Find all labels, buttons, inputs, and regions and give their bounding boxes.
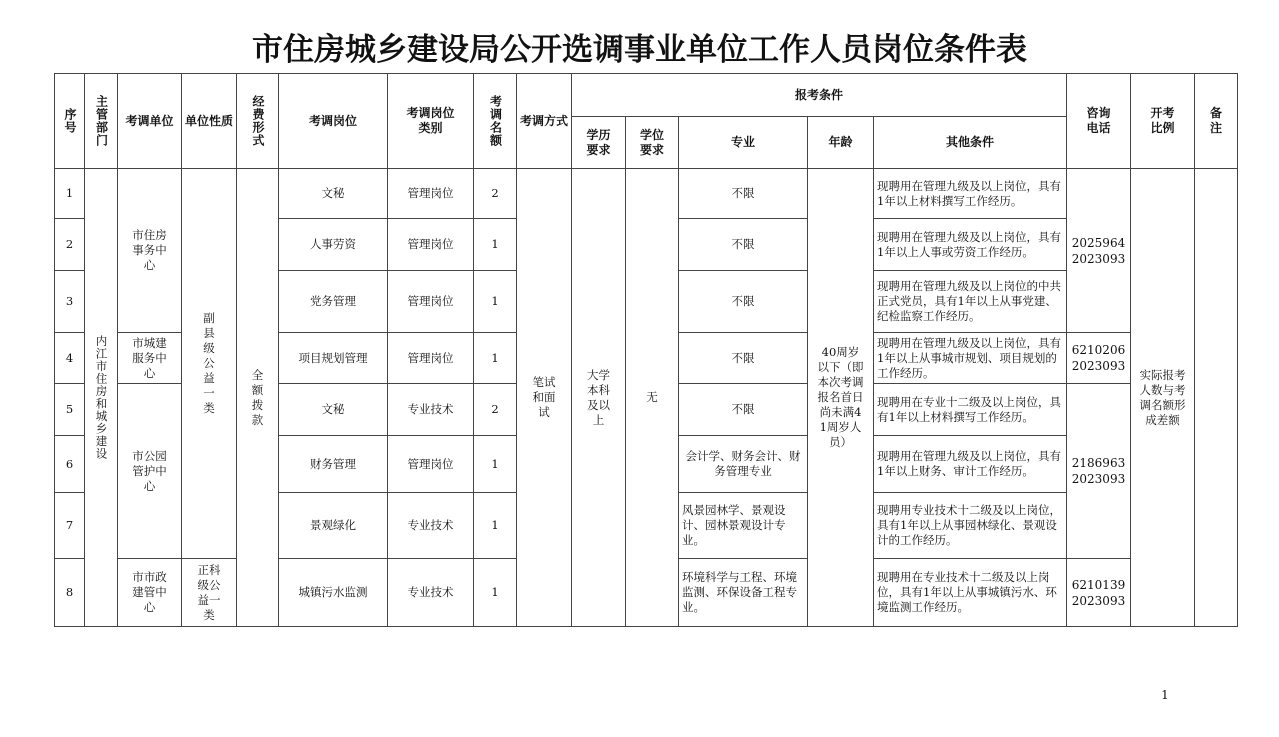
cell-seq: 4	[55, 333, 85, 384]
header-post: 考调岗位	[279, 74, 388, 169]
header-major: 专业	[679, 117, 808, 169]
cell-other: 现聘用在管理九级及以上岗位的中共正式党员，具有1年以上从事党建、纪检监察工作经历。	[874, 271, 1067, 333]
cell-post: 景观绿化	[279, 493, 388, 559]
cell-seq: 7	[55, 493, 85, 559]
cell-phone: 6210139 2023093	[1067, 559, 1131, 627]
cell-unit: 市城建服务中心	[118, 333, 182, 384]
cell-dept: 内江市住房和城乡建设	[85, 169, 118, 627]
position-conditions-table	[54, 73, 1238, 627]
cell-major: 不限	[679, 333, 808, 384]
cell-education: 大学本科及以上	[572, 169, 626, 627]
cell-other: 现聘用在专业十二级及以上岗位，具有1年以上材料撰写工作经历。	[874, 384, 1067, 436]
cell-post: 财务管理	[279, 436, 388, 493]
header-phone: 咨询电话	[1067, 74, 1131, 169]
cell-major: 环境科学与工程、环境监测、环保设备工程专业。	[679, 559, 808, 627]
cell-other: 现聘用在管理九级及以上岗位，具有1年以上人事或劳资工作经历。	[874, 219, 1067, 271]
cell-remark	[1195, 169, 1238, 627]
cell-post: 项目规划管理	[279, 333, 388, 384]
cell-major: 不限	[679, 271, 808, 333]
cell-post-type: 管理岗位	[388, 169, 474, 219]
cell-phone: 2025964 2023093	[1067, 169, 1131, 333]
cell-phone: 6210206 2023093	[1067, 333, 1131, 384]
cell-seq: 2	[55, 219, 85, 271]
cell-major: 风景园林学、景观设计、园林景观设计专业。	[679, 493, 808, 559]
cell-major: 不限	[679, 219, 808, 271]
header-education: 学历要求	[572, 117, 626, 169]
cell-quota: 1	[474, 493, 517, 559]
cell-post-type: 管理岗位	[388, 436, 474, 493]
cell-quota: 1	[474, 219, 517, 271]
cell-post: 党务管理	[279, 271, 388, 333]
cell-unit: 市市政建管中心	[118, 559, 182, 627]
cell-seq: 8	[55, 559, 85, 627]
header-row-1	[55, 74, 1238, 117]
header-degree: 学位要求	[626, 117, 679, 169]
cell-post-type: 专业技术	[388, 493, 474, 559]
header-method: 考调方式	[517, 74, 572, 169]
cell-post: 文秘	[279, 384, 388, 436]
header-funding: 经费形式	[237, 74, 279, 169]
cell-quota: 1	[474, 436, 517, 493]
cell-quota: 1	[474, 559, 517, 627]
cell-post-type: 管理岗位	[388, 219, 474, 271]
cell-post-type: 专业技术	[388, 384, 474, 436]
cell-age: 40周岁以下（即本次考调报名首日尚未满41周岁人员）	[808, 169, 874, 627]
header-other: 其他条件	[874, 117, 1067, 169]
cell-seq: 3	[55, 271, 85, 333]
cell-funding: 全额拨款	[237, 169, 279, 627]
header-post-type: 考调岗位类别	[388, 74, 474, 169]
cell-other: 现聘用在管理九级及以上岗位，具有1年以上财务、审计工作经历。	[874, 436, 1067, 493]
page-number: 1	[1161, 688, 1169, 702]
cell-nature: 正科级公益一类	[182, 559, 237, 627]
cell-post: 城镇污水监测	[279, 559, 388, 627]
cell-other: 现聘用在专业技术十二级及以上岗位，具有1年以上从事城镇污水、环境监测工作经历。	[874, 559, 1067, 627]
cell-quota: 1	[474, 333, 517, 384]
cell-major: 不限	[679, 384, 808, 436]
header-nature: 单位性质	[182, 74, 237, 169]
cell-post: 人事劳资	[279, 219, 388, 271]
cell-post-type: 管理岗位	[388, 271, 474, 333]
page-title: 市住房城乡建设局公开选调事业单位工作人员岗位条件表	[252, 32, 1027, 68]
cell-ratio: 实际报考人数与考调名额形成差额	[1131, 169, 1195, 627]
header-remark: 备注	[1195, 74, 1238, 169]
cell-post: 文秘	[279, 169, 388, 219]
cell-other: 现聘用专业技术十二级及以上岗位，具有1年以上从事园林绿化、景观设计的工作经历。	[874, 493, 1067, 559]
header-dept: 主管部门	[85, 74, 118, 169]
header-seq: 序号	[55, 74, 85, 169]
cell-major: 不限	[679, 169, 808, 219]
cell-quota: 2	[474, 169, 517, 219]
cell-seq: 6	[55, 436, 85, 493]
cell-unit: 市公园管护中心	[118, 384, 182, 559]
header-unit: 考调单位	[118, 74, 182, 169]
cell-other: 现聘用在管理九级及以上岗位，具有1年以上从事城市规划、项目规划的工作经历。	[874, 333, 1067, 384]
cell-nature: 副县级公益一类	[182, 169, 237, 559]
header-quota: 考调名额	[474, 74, 517, 169]
cell-seq: 1	[55, 169, 85, 219]
header-age: 年龄	[808, 117, 874, 169]
cell-quota: 1	[474, 271, 517, 333]
cell-major: 会计学、财务会计、财务管理专业	[679, 436, 808, 493]
cell-unit: 市住房事务中心	[118, 169, 182, 333]
header-conditions: 报考条件	[572, 74, 1067, 117]
cell-post-type: 管理岗位	[388, 333, 474, 384]
cell-post-type: 专业技术	[388, 559, 474, 627]
cell-method: 笔试和面试	[517, 169, 572, 627]
header-ratio: 开考比例	[1131, 74, 1195, 169]
cell-seq: 5	[55, 384, 85, 436]
cell-degree: 无	[626, 169, 679, 627]
cell-phone: 2186963 2023093	[1067, 384, 1131, 559]
cell-other: 现聘用在管理九级及以上岗位，具有1年以上材料撰写工作经历。	[874, 169, 1067, 219]
table-row	[55, 169, 1238, 219]
cell-quota: 2	[474, 384, 517, 436]
